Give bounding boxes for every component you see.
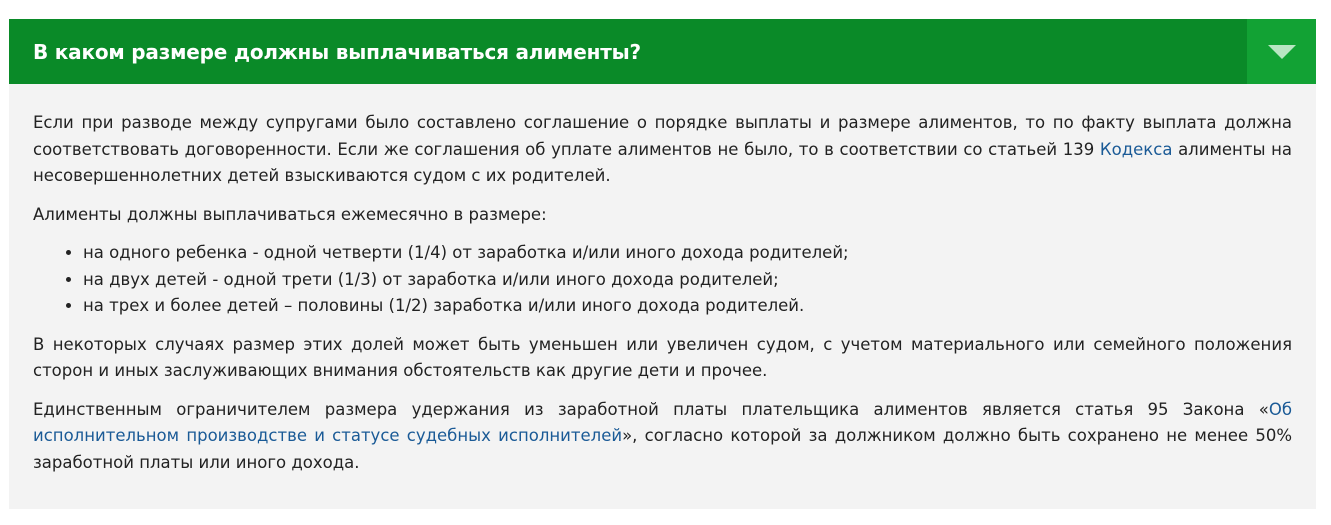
paragraph-limit-text-1: Единственным ограничителем размера удержания из заработной платы плательщика алиментов является статья 95 Закона « [33,399,1269,419]
paragraph-intro-text-2: алименты на несовершеннолетних детей взыскиваются судом с их родителей. [33,139,1293,185]
enforcement-law-link[interactable]: Об исполнительном производстве и статусе судебных исполнителей [33,399,1292,445]
faq-accordion [9,19,1316,509]
accordion-body [9,84,1316,476]
paragraph-intro-text-1: Если при разводе между супругами было составлено соглашение о порядке выплаты и размере алиментов, то по факту выплата должна соответствовать договоренности. Если же соглашения об уплате алиментов не было, то в соответствии со статьей 139 [33,113,1292,159]
accordion-header[interactable] [9,19,1316,84]
paragraph-limit [33,397,1292,477]
accordion-toggle-button[interactable] [1247,19,1316,84]
paragraph-intro [33,110,1292,190]
accordion-title[interactable]: В каком размере должны выплачиваться алименты? [33,39,641,64]
list-item: • на одного ребенка - одной четверти (1/4) от заработка и/или иного дохода родителей; [83,240,1292,267]
paragraph-court-adjust: В некоторых случаях размер этих долей может быть уменьшен или увеличен судом, с учетом материального или семейного положения сторон и иных заслуживающих внимания обстоятельств как другие дети и прочее. [33,334,1292,380]
list-item: • на двух детей - одной трети (1/3) от заработка и/или иного дохода родителей; [83,267,1292,294]
paragraph-monthly: Алименты должны выплачиваться ежемесячно в размере: [33,204,547,224]
list-item: • на трех и более детей – половины (1/2) заработка и/или иного дохода родителей. [83,293,1292,320]
share-list [33,240,1292,320]
codex-link[interactable]: Кодекса [1099,139,1173,159]
paragraph-limit-text-2: », согласно которой за должником должно быть сохранено не менее 50% заработной платы или иного дохода. [33,426,1293,472]
triangle-down-icon [1268,45,1296,59]
